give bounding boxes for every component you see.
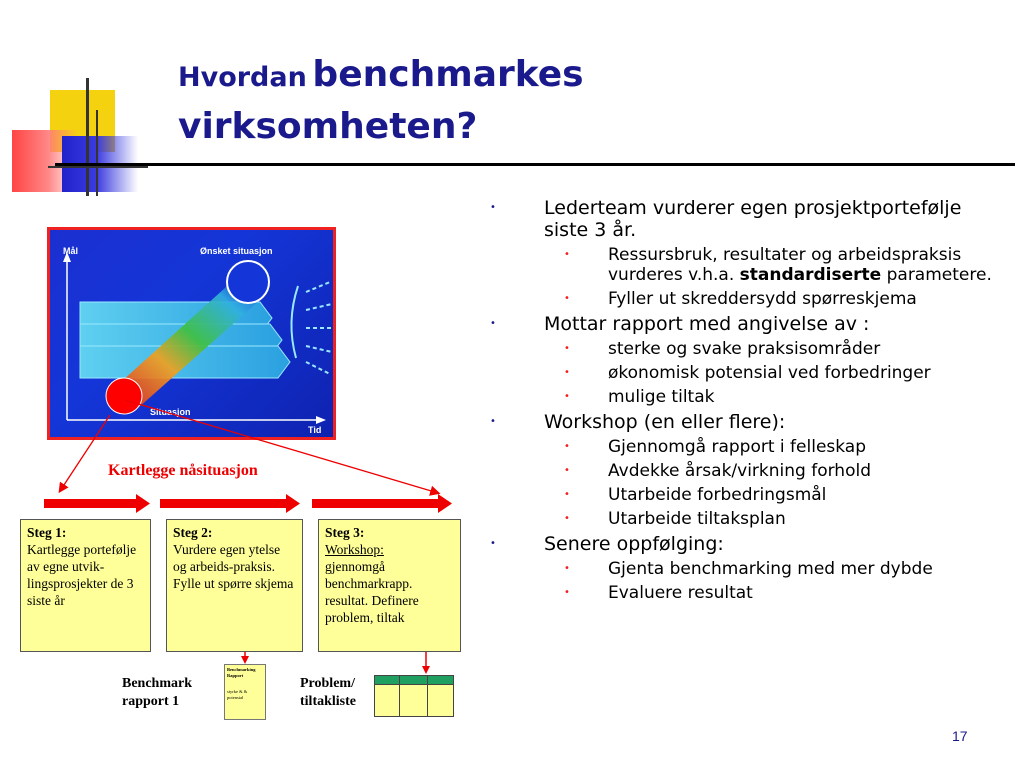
sub-bullet-item [488,245,1008,285]
report-label [122,675,192,711]
sub-bullet-text: Gjennomgå rapport i felleskap [608,437,867,457]
sub-bullet-item [488,485,1008,505]
sub-bullet-dot-icon: • [564,293,570,304]
sub-bullet-dot-icon: • [564,587,570,598]
chart-target-label: Ønsket situasjon [200,246,273,256]
bullet-text: Senere oppfølging: [544,533,724,555]
step-1-text: Kartlegge portefølje av egne utvik-lingsprosjekter de 3 siste år [27,542,137,608]
sub-bullet-item [488,583,1008,603]
bullet-dot-icon: • [490,538,496,549]
bullet-item [488,411,1008,433]
bullet-dot-icon: • [490,202,496,213]
step-1-title: Steg 1: [27,525,67,540]
step-3-title: Steg 3: [325,525,365,540]
bullet-text: Workshop (en eller flere): [544,411,786,433]
title-line2: virksomheten? [178,106,478,147]
sub-bullet-item [488,289,1008,309]
step-2-title: Steg 2: [173,525,213,540]
step-2-text: Vurdere egen ytelse og arbeids-praksis. Fylle ut spørre skjema [173,542,294,591]
kartlegge-label: Kartlegge nåsituasjon [108,462,258,479]
problem-label [300,675,356,711]
sub-bullet-dot-icon: • [564,249,570,260]
bullet-item [488,197,1008,241]
step-3-workshop: Workshop: [325,542,384,557]
sub-bullet-item [488,387,1008,407]
sub-bullet-text: økonomisk potensial ved forbedringer [608,363,931,383]
sub-bullet-text: Utarbeide forbedringsmål [608,485,827,505]
sub-bullet-item [488,363,1008,383]
problem-label-line1: Problem/ [300,676,355,691]
bullet-item [488,313,1008,335]
report-mini-body: styrke & & potensial [227,689,248,700]
report-label-line2: rapport 1 [122,694,180,709]
step-3-box [318,519,461,652]
title-part1: Hvordan [178,62,307,93]
sub-bullet-dot-icon: • [564,441,570,452]
problem-label-line2: tiltakliste [300,694,356,709]
sub-bullet-item [488,461,1008,481]
sub-bullet-dot-icon: • [564,391,570,402]
bullet-text: Lederteam vurderer egen prosjektportefølje siste 3 år. [544,197,962,241]
sub-bullet-bold-text: standardiserte [739,265,882,285]
step-2-box [166,519,303,652]
bullet-dot-icon: • [490,318,496,329]
problem-list-table-icon [374,675,454,717]
sub-bullet-text: Evaluere resultat [608,583,753,603]
sub-bullet-item [488,509,1008,529]
sub-bullet-text: Gjenta benchmarking med mer dybde [608,559,933,579]
title-part2: benchmarkes [312,54,584,95]
sub-bullet-text: Ressursbruk, resultater og arbeidspraksis vurderes v.h.a. [608,245,962,285]
chart-x-label: Tid [308,425,322,435]
step-3-text: gjennomgå benchmarkrapp. resultat. Definere problem, tiltak [325,559,419,625]
sub-bullet-text: mulige tiltak [608,387,715,407]
sub-bullet-dot-icon: • [564,465,570,476]
sub-bullet-item [488,339,1008,359]
sub-bullet-text-end: parametere. [881,265,992,285]
bullet-dot-icon: • [490,416,496,427]
report-mini-title: Benchmarking Rapport [227,667,256,678]
sub-bullet-dot-icon: • [564,513,570,524]
sub-bullet-dot-icon: • [564,563,570,574]
page-number: 17 [952,728,968,744]
chart-y-label: Mål [63,246,79,256]
sub-bullet-dot-icon: • [564,367,570,378]
bullet-list [488,193,1008,603]
sub-bullet-text: sterke og svake praksisområder [608,339,881,359]
sub-bullet-text: Fyller ut skreddersydd spørreskjema [608,289,917,309]
sub-bullet-item [488,559,1008,579]
bullet-item [488,533,1008,555]
sub-bullet-text: Avdekke årsak/virkning forhold [608,461,871,481]
bullet-text: Mottar rapport med angivelse av : [544,313,870,335]
sub-bullet-dot-icon: • [564,343,570,354]
report-label-line1: Benchmark [122,676,192,691]
step-1-box [20,519,151,652]
chart-current-label: Situasjon [150,407,191,417]
sub-bullet-dot-icon: • [564,489,570,500]
report-document-icon [224,664,266,720]
sub-bullet-item [488,437,1008,457]
sub-bullet-text: Utarbeide tiltaksplan [608,509,786,529]
